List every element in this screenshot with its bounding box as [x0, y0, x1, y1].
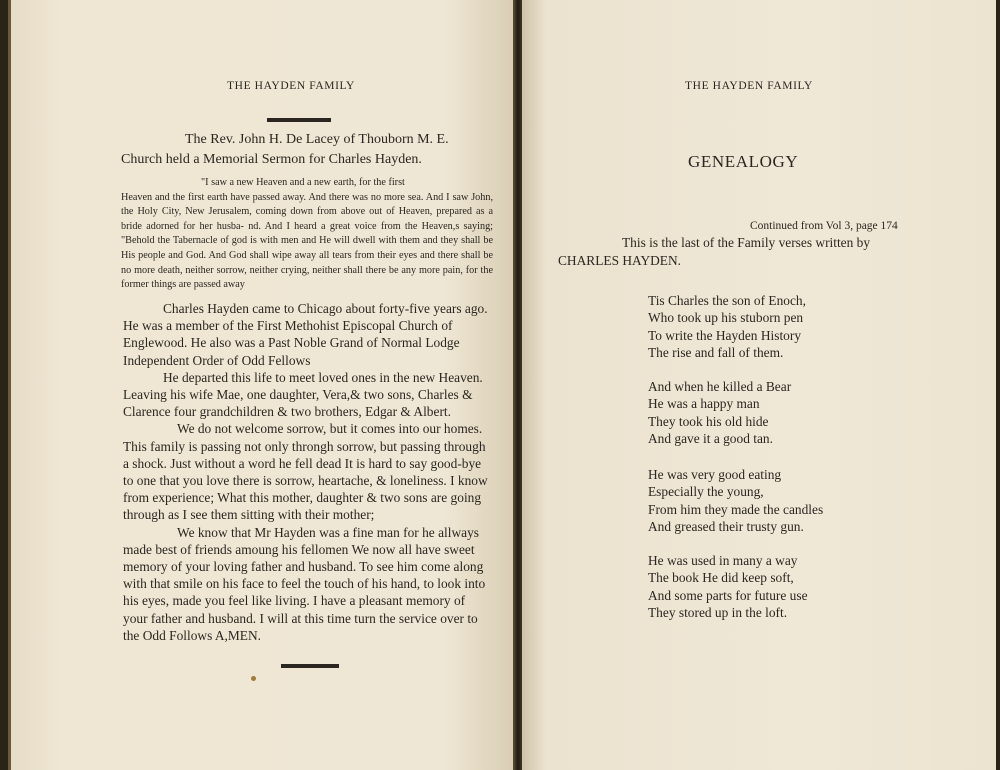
ink-spot [251, 676, 256, 681]
quote-line: nd. And I heard a great voice from the Heaven,s saying; "Behold [121, 220, 493, 247]
verse-line: And gave it a good tan. [648, 431, 773, 447]
verse-stanza [648, 378, 948, 448]
verse-line: He was used in many a way [648, 553, 798, 568]
quote-line: "I saw a new Heaven and a new earth, for the first [201, 177, 405, 188]
lead-text [558, 234, 938, 270]
verse-line: He was a happy man [648, 396, 760, 412]
body-paragraph: Charles Hayden came to Chicago about forty-five years ago. He was a member of the First Methohist Episcopal Church of Englewood. He also was a Past Noble Grand of Normal Lodge Independent Order of Odd Fellows [123, 301, 488, 368]
body-paragraph: He departed this life to meet loved ones in the new Heaven. Leaving his wife Mae, one daughter, Vera,& two sons, Charles & Clarence four grandchildren & two brothers, Edgar & Albert. [123, 369, 483, 420]
quote-line: things are passed away [151, 279, 245, 291]
verse-line: From him they made the candles [648, 501, 824, 517]
lead-line: CHARLES HAYDEN. [558, 253, 682, 268]
quote-line: sea. And I saw John, the Holy City, New Jerusalem, coming down [121, 191, 493, 218]
quote-line: neither crying, neither shall there be any more pain, for the former [121, 264, 493, 291]
verse-line: And greased their trusty gun. [648, 519, 804, 535]
intro-line: Church held a Memorial Sermon for Charles Hayden. [121, 152, 422, 167]
verse-line: The book He did keep soft, [648, 570, 794, 586]
left-running-head: THE HAYDEN FAMILY [227, 80, 355, 92]
body-paragraph: We do not welcome sorrow, but it comes into our homes. This family is passing not only throngh sorrow, but passing through a shock. Just without a word he fell dead It is hard to say good-bye to one that you love there is sorrow, heartache, & loneliness. I know from experience; What this mother, daughter & two sons are going through as I see them sitting with their mother; [123, 421, 488, 523]
quote-line: Heaven and the first earth have passed away. And there was no more [121, 191, 405, 203]
verse-line: And when he killed a Bear [648, 379, 792, 394]
verse-stanza [648, 552, 948, 622]
verse-line: And some parts for future use [648, 587, 808, 603]
body-paragraph: We know that Mr Hayden was a fine man for he allways made best of friends amoung his fellomen We now all have sweet memory of your loving father and husband. To see him come along with that smile on his face to feel the touch of his hand, to look into his eyes, made you feel like living. I have a pleasant memory of your father and husband. I will at this time turn the service over to the Odd Follows A,MEN. [123, 524, 486, 643]
left-page [8, 0, 519, 770]
top-divider-bar [267, 118, 331, 122]
quote-line: the Tabernacle of god is with men and He will dwell with them and [157, 235, 438, 247]
intro-line: The Rev. John H. De Lacey of Thouborn M. E. [185, 132, 449, 147]
memorial-intro [121, 130, 469, 170]
verse-line: Especially the young, [648, 484, 764, 500]
verse-line: He was very good eating [648, 467, 782, 482]
memorial-body [123, 300, 491, 644]
right-page [522, 0, 996, 770]
right-running-head: THE HAYDEN FAMILY [685, 80, 813, 92]
verse-line: They stored up in the loft. [648, 605, 788, 621]
scripture-quote [121, 176, 493, 293]
verse-line: Tis Charles the son of Enoch, [648, 293, 806, 308]
verse-stanza [648, 292, 948, 362]
verse-stanza [648, 466, 948, 536]
lead-line: This is the last of the Family verses written by [622, 235, 871, 250]
quote-line: from above out of Heaven, prepared as a bride adorned for her husba- [121, 206, 494, 232]
verse-line: To write the Hayden History [648, 327, 802, 343]
continued-note: Continued from Vol 3, page 174 [750, 220, 898, 232]
verse-line: Who took up his stuborn pen [648, 310, 804, 326]
quote-line: they shall be His people and God. And God shall wipe away all [121, 235, 493, 261]
verse-line: The rise and fall of them. [648, 345, 784, 361]
quote-line: tears from their eyes and there shall be no more death, neither sorrow, [121, 249, 494, 276]
section-title: GENEALOGY [688, 152, 799, 171]
bottom-divider-bar [281, 664, 339, 668]
verse-line: They took his old hide [648, 413, 769, 429]
